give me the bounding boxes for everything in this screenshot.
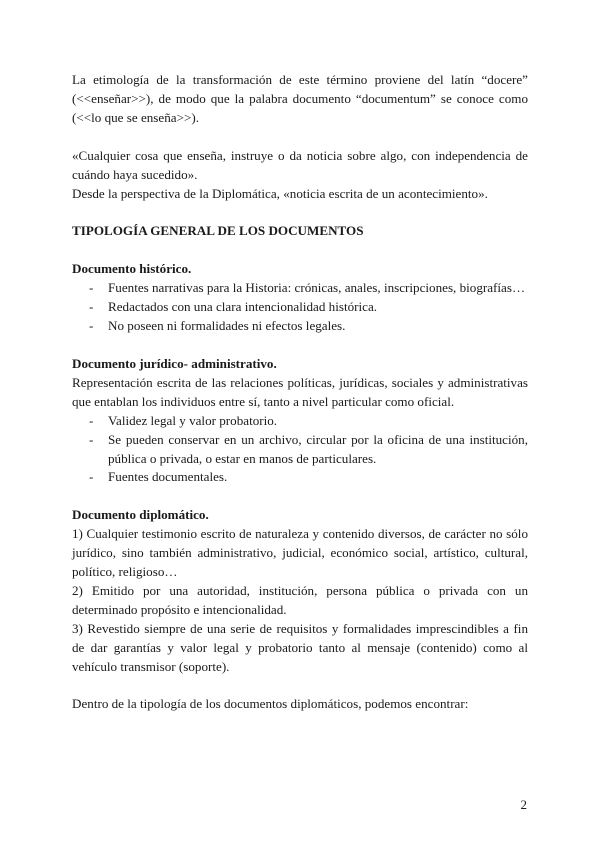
diplomatico-point-2: 2) Emitido por una autoridad, institución, persona pública o privada con un determinado propósito e intencionalidad. xyxy=(72,582,528,617)
spacer xyxy=(72,676,528,695)
spacer xyxy=(72,487,528,506)
historico-heading: Documento histórico. xyxy=(72,261,192,277)
list-item xyxy=(72,468,528,487)
closing-paragraph: Dentro de la tipología de los documentos diplomáticos, podemos encontrar: xyxy=(72,696,469,712)
list-item xyxy=(72,298,528,317)
list-item-text: No poseen ni formalidades ni efectos legales. xyxy=(108,318,346,334)
dash-marker: - xyxy=(89,431,94,447)
list-item-text: Validez legal y valor probatorio. xyxy=(108,412,278,428)
dash-marker: - xyxy=(89,318,94,334)
juridico-heading: Documento jurídico- administrativo. xyxy=(72,355,277,371)
list-item-text: Se pueden conservar en un archivo, circular por la oficina de una institución, pública o privada, o estar en manos de particulares. xyxy=(108,431,528,466)
list-item xyxy=(72,279,528,298)
spacer xyxy=(72,336,528,355)
list-item xyxy=(72,317,528,336)
juridico-list xyxy=(72,412,528,488)
dash-marker: - xyxy=(89,280,94,296)
list-item-text: Fuentes narrativas para la Historia: crónicas, anales, inscripciones, biografías… xyxy=(108,280,526,296)
dash-marker: - xyxy=(89,469,94,485)
spacer xyxy=(72,241,528,260)
dash-marker: - xyxy=(89,299,94,315)
intro-definition-paragraph: «Cualquier cosa que enseña, instruye o da noticia sobre algo, con independencia de cuándo haya sucedido». xyxy=(72,147,528,182)
list-item xyxy=(72,412,528,431)
list-item-text: Redactados con una clara intencionalidad histórica. xyxy=(108,299,378,315)
spacer xyxy=(72,203,528,222)
diplomatico-point-1: 1) Cualquier testimonio escrito de naturaleza y contenido diversos, de carácter no sólo jurídico, sino también administrativo, judicial, económico social, artístico, cultural, político, religioso… xyxy=(72,526,528,580)
document-page xyxy=(72,71,528,714)
spacer xyxy=(72,128,528,147)
section-title: TIPOLOGÍA GENERAL DE LOS DOCUMENTOS xyxy=(72,223,364,239)
list-item-text: Fuentes documentales. xyxy=(108,469,228,485)
historico-list xyxy=(72,279,528,336)
intro-etymology-paragraph: La etimología de la transformación de este término proviene del latín “docere” (<<enseñar>>), de modo que la palabra documento “documentum” se conoce como (<<lo que se enseña>>). xyxy=(72,72,528,125)
diplomatico-heading: Documento diplomático. xyxy=(72,507,209,523)
dash-marker: - xyxy=(89,412,94,428)
page-number: 2 xyxy=(520,797,527,812)
juridico-description: Representación escrita de las relaciones políticas, jurídicas, sociales y administrativas que entablan los individuos entre sí, tanto a nivel particular como oficial. xyxy=(72,374,528,409)
list-item xyxy=(72,431,528,469)
diplomatico-point-3: 3) Revestido siempre de una serie de requisitos y formalidades imprescindibles a fin de dar garantías y valor legal y probatorio tanto al mensaje (contenido) como al vehículo transmisor (soporte). xyxy=(72,620,528,674)
intro-diplomatic-paragraph: Desde la perspectiva de la Diplomática, «noticia escrita de un acontecimiento». xyxy=(72,185,488,201)
